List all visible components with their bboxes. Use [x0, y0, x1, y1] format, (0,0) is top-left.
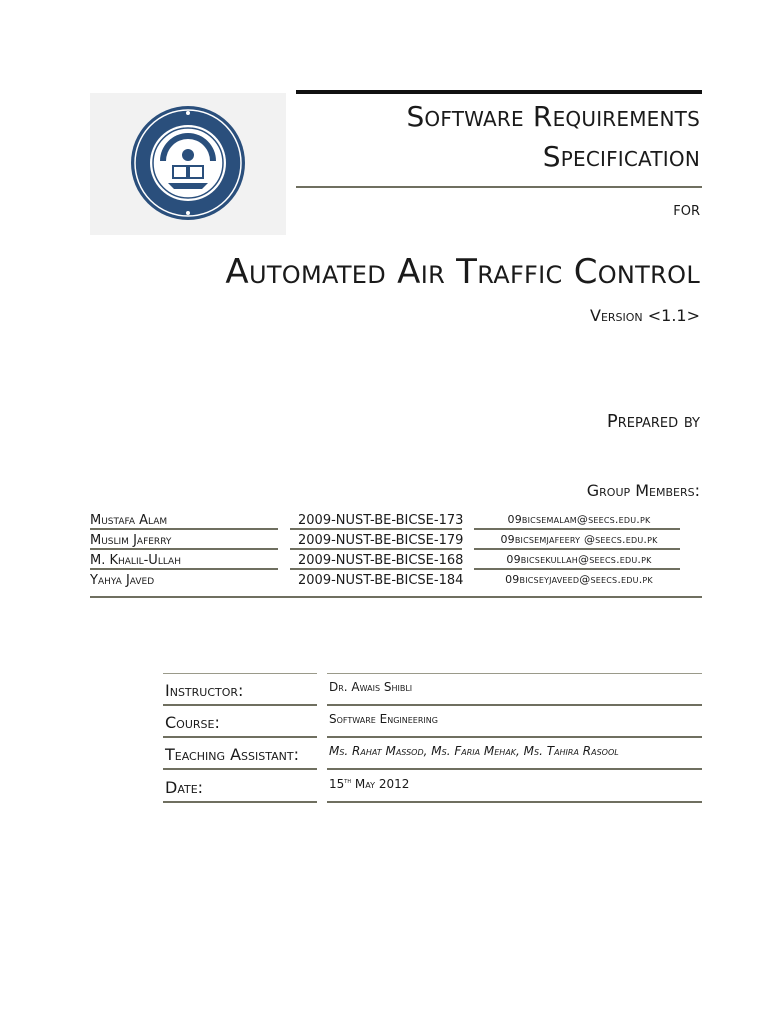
course-label: Course: — [165, 713, 220, 732]
member-row — [90, 570, 702, 590]
date-day: 15 — [329, 777, 345, 791]
member-row — [90, 550, 702, 570]
date-row — [163, 771, 702, 803]
instructor-row — [163, 674, 702, 706]
document-title-line-2: Specification — [542, 140, 700, 173]
member-name: Muslim Jaferry — [90, 533, 172, 548]
member-row — [90, 510, 702, 530]
for-label: for — [673, 199, 700, 220]
member-email: 09bicseyjaveed@seecs.edu.pk — [505, 573, 653, 586]
teaching-assistant-value: Ms. Rahat Massod, Ms. Faria Mehak, Ms. Tahira Rasool — [329, 744, 619, 758]
course-row — [163, 706, 702, 738]
member-name: Yahya Javed — [90, 573, 155, 588]
teaching-assistant-label: Teaching Assistant: — [165, 745, 299, 764]
project-title: Automated Air Traffic Control — [225, 252, 700, 292]
teaching-assistant-row — [163, 738, 702, 770]
member-name: M. Khalil-Ullah — [90, 553, 181, 568]
member-email: 09bicsemjafeery @seecs.edu.pk — [500, 533, 658, 546]
instructor-label: Instructor: — [165, 681, 244, 700]
course-value: Software Engineering — [329, 712, 438, 726]
member-id: 2009-NUST-BE-BICSE-179 — [298, 533, 464, 548]
university-logo — [90, 93, 286, 235]
seal-icon — [128, 103, 248, 223]
member-row — [90, 530, 702, 550]
date-suffix: th — [344, 777, 352, 785]
member-id: 2009-NUST-BE-BICSE-184 — [298, 573, 464, 588]
member-email: 09bicsemalam@seecs.edu.pk — [507, 513, 651, 526]
member-id: 2009-NUST-BE-BICSE-168 — [298, 553, 464, 568]
prepared-by-label: Prepared by — [606, 411, 700, 432]
group-members-label: Group Members: — [586, 481, 700, 500]
date-rest: May 2012 — [351, 777, 410, 791]
date-label: Date: — [165, 778, 204, 797]
member-id: 2009-NUST-BE-BICSE-173 — [298, 513, 464, 528]
members-bottom-rule — [90, 596, 702, 598]
member-email: 09bicsekullah@seecs.edu.pk — [506, 553, 652, 566]
version-label: Version <1.1> — [590, 306, 700, 325]
instructor-value: Dr. Awais Shibli — [329, 680, 413, 694]
title-rule — [296, 186, 702, 188]
member-name: Mustafa Alam — [90, 513, 168, 528]
top-rule — [296, 90, 702, 94]
document-title-line-1: Software Requirements — [406, 100, 700, 133]
date-value — [329, 777, 409, 791]
